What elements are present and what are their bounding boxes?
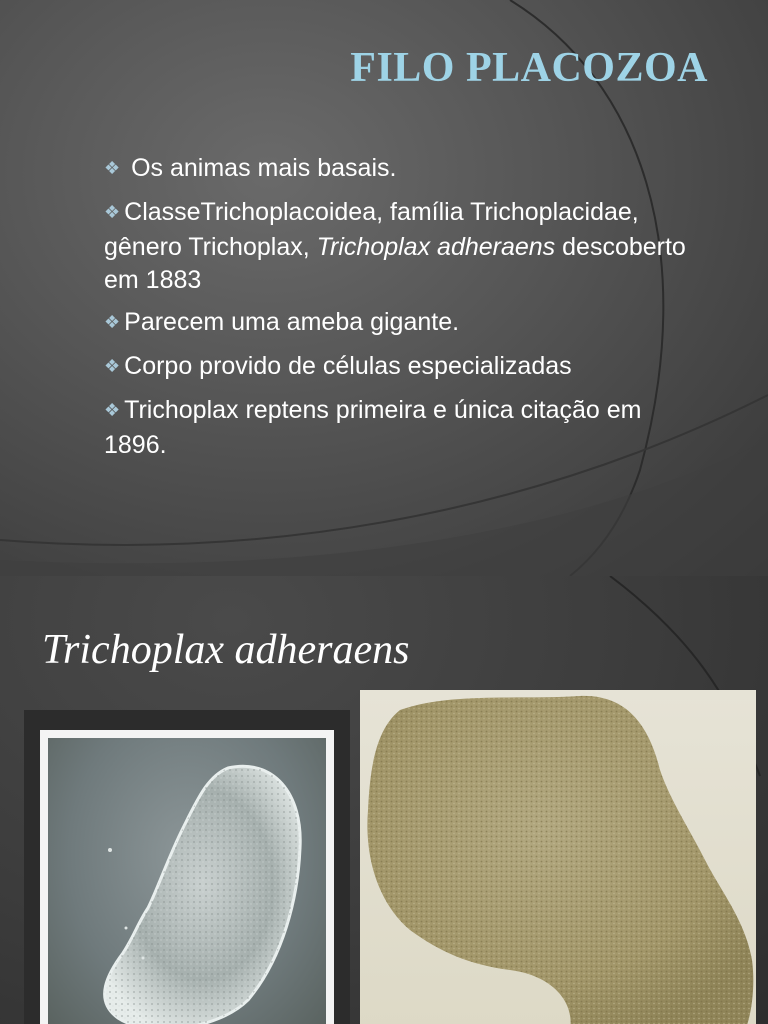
photo-content bbox=[48, 738, 326, 1024]
bullet-list bbox=[104, 152, 704, 471]
micrograph-bright-field bbox=[360, 690, 756, 1024]
slide-2 bbox=[0, 576, 768, 1024]
bullet-text: Corpo provido de células especializadas bbox=[124, 352, 572, 380]
diamond-bullet-icon: ❖ bbox=[104, 356, 121, 376]
slide-title: FILO PLACOZOA bbox=[350, 45, 708, 91]
bullet-item bbox=[104, 306, 704, 341]
diamond-bullet-icon: ❖ bbox=[104, 202, 121, 222]
organism-shape bbox=[360, 690, 756, 1024]
bullet-text: Parecem uma ameba gigante. bbox=[124, 308, 460, 336]
bullet-item bbox=[104, 196, 704, 297]
bullet-text: Os animas mais basais. bbox=[124, 154, 397, 182]
bullet-item bbox=[104, 350, 704, 385]
bullet-text: ClasseTrichoplacoidea, família Trichoplacidae, gênero Trichoplax, bbox=[104, 198, 639, 261]
bullet-item bbox=[104, 152, 704, 187]
organism-shape bbox=[48, 738, 326, 1024]
slide-title: Trichoplax adheraens bbox=[42, 627, 410, 673]
diamond-bullet-icon: ❖ bbox=[104, 400, 121, 420]
bullet-item bbox=[104, 394, 704, 462]
micrograph-dark-field bbox=[24, 710, 350, 1024]
photo-frame bbox=[40, 730, 334, 1024]
bullet-text-italic: Trichoplax adheraens bbox=[316, 233, 556, 261]
diamond-bullet-icon: ❖ bbox=[104, 158, 121, 178]
bullet-text: Trichoplax reptens primeira e única citação em 1896. bbox=[104, 396, 642, 459]
diamond-bullet-icon: ❖ bbox=[104, 312, 121, 332]
bullet-text-tail: descoberto em 1883 bbox=[104, 233, 686, 294]
